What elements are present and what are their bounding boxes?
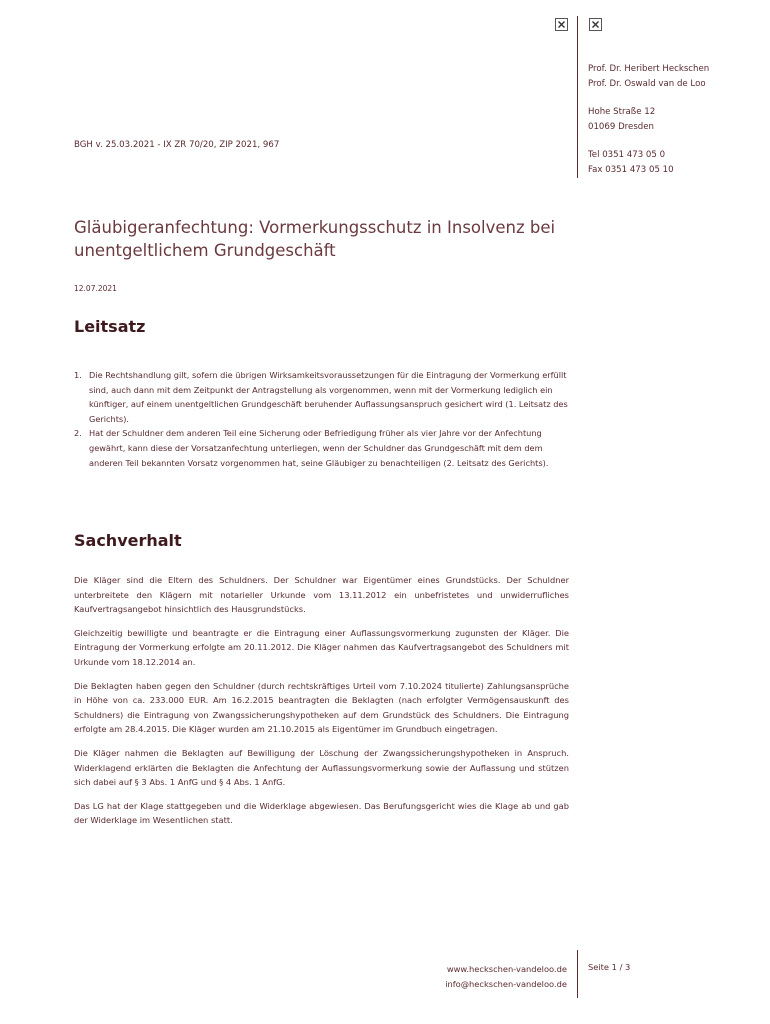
address bbox=[588, 105, 709, 135]
city: 01069 Dresden bbox=[588, 122, 654, 132]
paragraph: Die Kläger nahmen die Beklagten auf Bewilligung der Löschung der Zwangssicherungshypotheken in Anspruch. Widerklagend erklärten die Beklagten die Anfechtung der Auflassungsvormerkung sowie der Auflassung und stützen sich dabei auf § 3 Abs. 1 AnfG und § 4 Abs. 1 AnfG. bbox=[74, 747, 569, 788]
header-divider bbox=[577, 16, 578, 178]
fax: Fax 0351 473 05 10 bbox=[588, 165, 674, 175]
paragraph: Die Beklagten haben gegen den Schuldner (durch rechtskräftiges Urteil vom 7.10.2024 titulierte) Zahlungsansprüche in Höhe von ca. 233.000 EUR. Am 16.2.2015 beantragten die Beklagten (nach erfolgter Vermögensauskunft des Schuldners) die Eintragung von Zwangssicherungshypotheken auf dem Grundstück des Schuldners. Die Eintragung erfolgte am 28.4.2015. Die Kläger wurden am 21.10.2015 als Eigentümer im Grundbuch eingetragen. bbox=[74, 680, 569, 735]
list-number: 2. bbox=[74, 428, 82, 439]
phone-fax bbox=[588, 148, 709, 178]
case-reference: BGH v. 25.03.2021 - IX ZR 70/20, ZIP 2021, 967 bbox=[74, 140, 280, 150]
broken-image-icon bbox=[589, 18, 602, 31]
broken-image-icon bbox=[555, 18, 568, 31]
page-number: Seite 1 / 3 bbox=[588, 962, 631, 972]
partner-name: Prof. Dr. Heribert Heckschen bbox=[588, 64, 710, 74]
section-heading-leitsatz: Leitsatz bbox=[74, 317, 146, 336]
paragraph: Die Kläger sind die Eltern des Schuldners. Der Schuldner war Eigentümer eines Grundstücks. Der Schuldner unterbreitete den Klägern mit notarieller Urkunde vom 13.11.2012 ein unbefristetes und unwiderrufliches Kaufvertragsangebot hinsichtlich des Hausgrundstücks. bbox=[74, 575, 569, 615]
website-link[interactable]: www.heckschen-vandeloo.de bbox=[446, 964, 567, 974]
publication-date: 12.07.2021 bbox=[74, 284, 117, 293]
list-text: Hat der Schuldner dem anderen Teil eine Sicherung oder Befriedigung früher als vier Jahre vor der Anfechtung gewährt, kann diese der Vorsatzanfechtung unterliegen, wenn der Schuldner das Grundgeschäft mit dem dem anderen Teil bekannten Vorsatz vorgenommen hat, seine Gläubiger zu benachteiligen (2. Leitsatz des Gerichts). bbox=[89, 428, 549, 468]
list-number: 1. bbox=[74, 370, 82, 380]
letterhead-contact bbox=[588, 62, 709, 191]
section-heading-sachverhalt: Sachverhalt bbox=[74, 531, 182, 550]
paragraph: Gleichzeitig bewilligte und beantragte er die Eintragung einer Auflassungsvormerkung zugunsten der Kläger. Die Eintragung der Vormerkung erfolgte am 20.11.2012. Die Kläger nahmen das Kaufvertragsangebot des Schuldners mit Urkunde vom 18.12.2014 an. bbox=[74, 627, 569, 667]
sachverhalt-body bbox=[74, 573, 569, 837]
email-link[interactable]: info@heckschen-vandeloo.de bbox=[445, 978, 567, 989]
leitsatz-list bbox=[74, 368, 569, 470]
partner-names bbox=[588, 62, 709, 92]
phone: Tel 0351 473 05 0 bbox=[588, 150, 666, 160]
footer-divider bbox=[577, 950, 578, 998]
paragraph: Das LG hat der Klage stattgegeben und die Widerklage abgewiesen. Das Berufungsgericht wies die Klage ab und gab der Widerklage im Wesentlichen statt. bbox=[74, 800, 569, 826]
page-title: Gläubigeranfechtung: Vormerkungsschutz in Insolvenz bei unentgeltlichem Grundgeschäft bbox=[74, 218, 556, 260]
street: Hohe Straße 12 bbox=[588, 107, 656, 117]
list-text: Die Rechtshandlung gilt, sofern die übrigen Wirksamkeitsvoraussetzungen für die Eintragung der Vormerkung erfüllt sind, auch dann mit dem Zeitpunkt der Antragstellung als vorgenommen, wenn mit der Vormerkung lediglich ein künftiger, auf einem unentgeltlichen Grundgeschäft beruhender Auflassungsanspruch gesichert wird (1. Leitsatz des Gerichts). bbox=[89, 370, 568, 424]
list-item bbox=[74, 368, 569, 426]
list-item bbox=[74, 426, 569, 470]
partner-name: Prof. Dr. Oswald van de Loo bbox=[588, 79, 706, 89]
footer-contact bbox=[445, 962, 567, 991]
